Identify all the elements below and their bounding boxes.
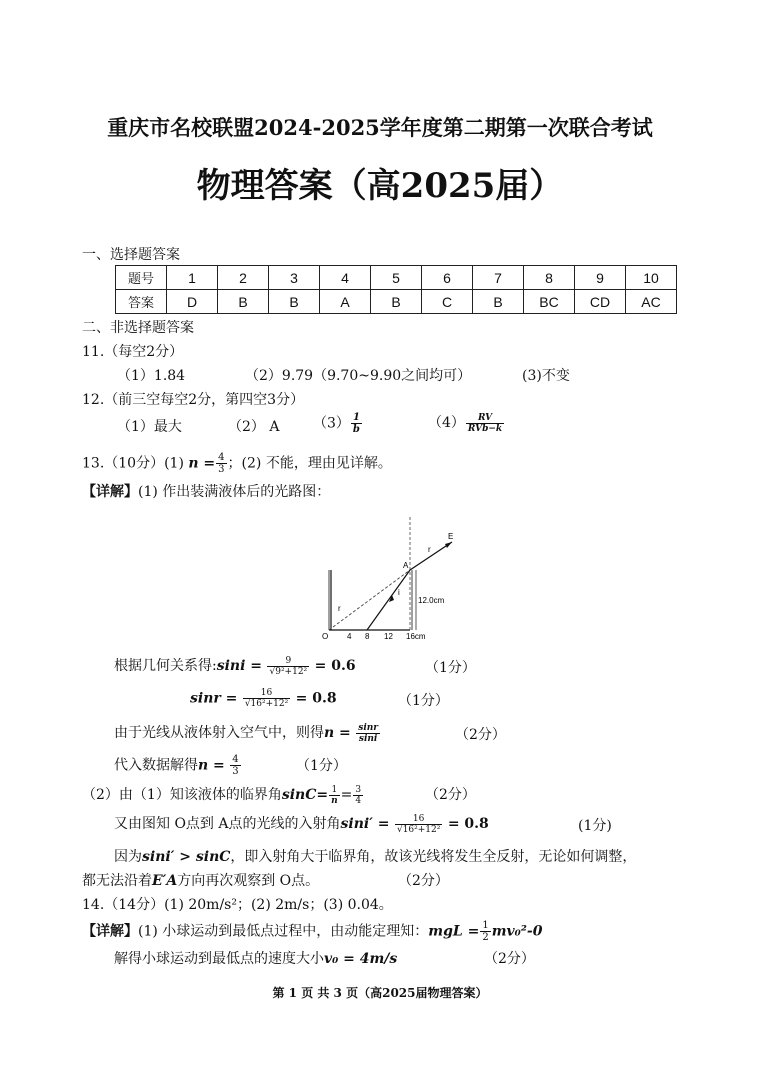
label-height: 12.0cm [418, 596, 445, 605]
table-cell: 6 [422, 266, 473, 290]
q13-head [82, 452, 392, 475]
q11-head: 11.（每空2分） [82, 344, 184, 360]
text: 因为 [114, 849, 142, 865]
q12-answer-4-label: （4） [428, 415, 465, 431]
section1-title: 一、选择题答案 [82, 247, 180, 263]
fraction-denominator: √9²+12² [269, 666, 308, 677]
label-r-left: r [338, 604, 341, 613]
q13-head-prefix: 13.（10分）(1) [82, 455, 184, 472]
fraction [230, 754, 240, 777]
fraction [329, 785, 340, 806]
math: sinC= [281, 787, 329, 803]
table-cell: 2 [218, 266, 269, 290]
q11-answer-2: （2）9.79（9.70~9.90之间均可） [245, 368, 472, 384]
text: （2）由（1）知该液体的临界角 [82, 787, 282, 803]
fraction [466, 413, 504, 434]
label-r-top: r [428, 545, 431, 554]
q12-answer-4 [428, 412, 505, 434]
detail-label: 【详解】 [82, 923, 138, 940]
table-cell: 4 [320, 266, 371, 290]
table-row-questions [116, 266, 677, 290]
tick-label: 4 [347, 632, 352, 641]
q14-detail-1 [82, 920, 542, 943]
score: （2分） [455, 727, 506, 743]
answer-title: 物理答案（高2025届） [196, 166, 564, 206]
q13-part2-incident [114, 813, 489, 835]
q14-head: 14.（14分）(1) 20m/s²；(2) 2m/s；(3) 0.04。 [82, 897, 393, 913]
q12-head: 12.（前三空每空2分，第四空3分） [82, 392, 305, 408]
section2-title: 二、非选择题答案 [82, 320, 194, 336]
light-path-diagram [320, 515, 460, 649]
table-cell: 9 [575, 266, 626, 290]
math-n: n = [188, 455, 216, 472]
table-cell: B [473, 290, 524, 314]
fraction-denominator: √16²+12² [244, 699, 289, 709]
label-A: A [403, 561, 409, 570]
table-cell: D [167, 290, 218, 314]
fraction [216, 452, 226, 475]
fraction [353, 785, 363, 806]
q12-answer-3-label: （3） [313, 415, 350, 432]
q13-line-n [114, 722, 381, 744]
q12-answer-1: （1）最大 [117, 419, 182, 435]
table-cell: B [269, 290, 320, 314]
score: （1分） [398, 693, 449, 709]
text: 根据几何关系得: [114, 658, 217, 674]
q13-part2-conclusion [82, 870, 319, 890]
q13-line-sinr [190, 688, 337, 709]
score: （1分） [296, 758, 347, 774]
math: v₀ = 4m/s [324, 951, 398, 967]
table-header-question: 题号 [116, 266, 167, 290]
score: （2分） [484, 951, 535, 967]
text: ，即入射角大于临界角，故该光线将发生全反射，无论如何调整， [230, 849, 637, 865]
tick-label: 8 [365, 632, 370, 641]
fraction-denominator: n [331, 795, 338, 806]
table-cell: BC [524, 290, 575, 314]
fraction-denominator: 3 [232, 766, 239, 777]
score: （2分） [425, 787, 476, 803]
math: E′A [152, 873, 178, 889]
table-cell: 7 [473, 266, 524, 290]
exam-title: 重庆市名校联盟2024-2025学年度第二期第一次联合考试 [107, 115, 653, 140]
q13-head-suffix: ；(2) 不能，理由见详解。 [227, 455, 392, 472]
table-cell: 1 [167, 266, 218, 290]
math: = 0.6 [314, 658, 356, 674]
fraction-numerator: 1 [482, 920, 489, 931]
fraction-numerator: 1 [351, 412, 362, 424]
fraction-denominator: 3 [218, 464, 225, 475]
label-E: E [448, 532, 454, 541]
text: (1) 小球运动到最低点过程中，由动能定理知： [138, 923, 429, 940]
fraction-numerator: RV [466, 413, 504, 424]
tick-label: 16cm [406, 632, 426, 641]
q12-answer-2: （2） A [228, 419, 280, 435]
table-cell: 8 [524, 266, 575, 290]
fraction-denominator: RVb−k [467, 423, 503, 434]
fraction [267, 656, 309, 677]
fraction [480, 920, 490, 943]
table-cell: A [320, 290, 371, 314]
fraction-numerator: 1 [329, 785, 340, 796]
fraction-numerator: 16 [243, 688, 290, 699]
math: sini′ = [340, 816, 390, 832]
table-cell: AC [626, 290, 677, 314]
fraction-denominator: b [352, 424, 360, 435]
table-cell: CD [575, 290, 626, 314]
score: (1分) [578, 818, 612, 834]
math: mgL = [428, 923, 480, 940]
text: 都无法沿着 [82, 873, 152, 889]
table-cell: B [218, 290, 269, 314]
q12-answer-3 [313, 412, 363, 435]
table-cell: 5 [371, 266, 422, 290]
q13-line-result [114, 754, 242, 777]
table-cell: B [371, 290, 422, 314]
fraction-numerator: 9 [267, 656, 309, 667]
page-footer: 第 1 页 共 3 页（高2025届物理答案） [272, 986, 488, 1000]
math: sini = [216, 658, 263, 674]
detail-label: 【详解】 [82, 484, 138, 500]
table-cell: 3 [269, 266, 320, 290]
text: 方向再次观察到 O点。 [177, 873, 320, 889]
fraction [351, 412, 362, 435]
label-i: i [398, 588, 400, 597]
text: 解得小球运动到最低点的速度大小 [114, 951, 324, 967]
text: 由于光线从液体射入空气中，则得 [114, 725, 324, 741]
fraction-numerator: 4 [232, 754, 239, 765]
q14-detail-2 [114, 948, 397, 968]
math: = 0.8 [295, 690, 337, 707]
math: sini′ > sinC [142, 849, 231, 865]
table-cell: 10 [626, 266, 677, 290]
math: = [340, 787, 353, 803]
fraction-denominator: √16²+12² [396, 824, 441, 835]
choice-answer-table [115, 265, 677, 314]
q13-detail-text: (1) 作出装满液体后的光路图： [138, 484, 331, 500]
fraction [243, 688, 290, 709]
fraction-numerator: 3 [355, 784, 362, 795]
fraction-numerator: 16 [395, 814, 442, 825]
fraction-numerator: 4 [218, 452, 225, 463]
fraction-denominator: sini [358, 733, 378, 744]
q13-part2-reason [114, 846, 636, 866]
fraction [395, 814, 442, 835]
math: n = [324, 725, 351, 741]
tick-label: 12 [384, 632, 393, 641]
math: mv₀²-0 [491, 923, 543, 940]
fraction-numerator: sinr [358, 722, 379, 733]
math: = 0.8 [447, 816, 489, 832]
label-O: O [322, 632, 329, 641]
fraction-denominator: 2 [482, 932, 489, 943]
math: n = [198, 757, 225, 774]
table-header-answer: 答案 [116, 290, 167, 314]
math: sinr = [190, 690, 238, 707]
text: 又由图知 O点到 A点的光线的入射角 [114, 816, 341, 832]
q13-part2-critical [82, 784, 364, 806]
q13-line-sini [114, 655, 356, 677]
table-row-answers [116, 290, 677, 314]
q11-answer-1: （1）1.84 [117, 368, 186, 384]
table-cell: C [422, 290, 473, 314]
score: （1分） [425, 660, 476, 676]
fraction-denominator: 4 [355, 795, 362, 806]
score: （2分） [398, 873, 449, 889]
q11-answer-3: (3)不变 [522, 368, 570, 384]
q13-detail-intro [82, 481, 330, 501]
text: 代入数据解得 [114, 757, 198, 774]
fraction [356, 723, 380, 744]
